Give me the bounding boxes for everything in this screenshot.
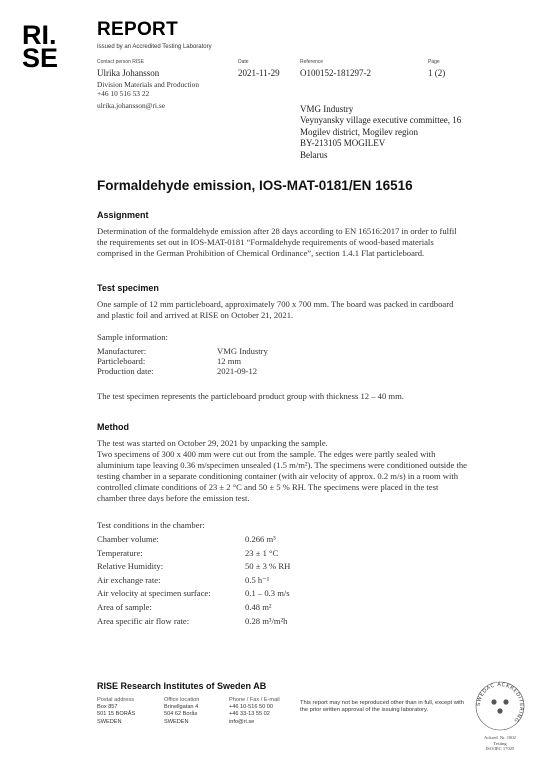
test-specimen-note: The test specimen represents the particleboard product group with thickness 12 – 40 mm.	[97, 391, 404, 401]
condition-value: 0.48 m²	[245, 601, 272, 612]
sample-info-table	[97, 346, 268, 377]
condition-key: Relative Humidity:	[97, 561, 164, 572]
page-label: Page	[428, 59, 440, 65]
report-title: REPORT	[97, 19, 178, 40]
office-line: SWEDEN	[164, 718, 189, 725]
sample-info-value: 12 mm	[217, 356, 242, 367]
accreditation-line: ISO/IEC 17025	[485, 746, 515, 752]
sample-info-row	[97, 356, 268, 366]
contact-name: Ulrika Johansson	[97, 68, 160, 78]
office-label: Office location	[164, 697, 200, 703]
method-heading: Method	[97, 422, 129, 432]
sample-info-label: Sample information:	[97, 332, 168, 342]
method-start-line: The test was started on October 29, 2021 by unpacking the sample.	[97, 438, 328, 448]
condition-row	[97, 587, 290, 601]
postal-line: 501 15 BORÅS	[97, 711, 136, 718]
condition-key: Area specific air flow rate:	[97, 615, 190, 626]
sample-info-value: 2021-09-12	[217, 366, 258, 377]
accreditation-line: Testing	[493, 740, 507, 746]
test-specimen-heading: Test specimen	[97, 283, 159, 293]
postal-line: SWEDEN	[97, 718, 122, 725]
phone-label: Phone / Fax / E-mail	[229, 697, 280, 703]
footer-contact	[229, 697, 280, 726]
contact-division: Division Materials and Production	[97, 80, 200, 89]
accreditation-line: Ackred. Nr. 1002	[484, 735, 516, 740]
reference-label: Reference	[300, 59, 324, 65]
condition-value: 50 ± 3 % RH	[245, 561, 291, 572]
condition-row	[97, 547, 290, 561]
recipient-address	[300, 104, 461, 161]
page-number: 1 (2)	[428, 68, 446, 78]
svg-text:SWEDAC ACKREDITERING	[476, 682, 524, 723]
condition-value: 0.1 – 0.3 m/s	[245, 588, 290, 599]
footer-company: RISE Research Institutes of Sweden AB	[97, 681, 267, 691]
phone-line: +46 33-13 55 02	[229, 711, 270, 718]
condition-key: Air velocity at specimen surface:	[97, 588, 211, 599]
conditions-table	[97, 533, 290, 628]
sample-info-key: Particleboard:	[97, 356, 146, 367]
postal-line: Box 857	[97, 704, 118, 711]
test-specimen-text: One sample of 12 mm particleboard, approximately 700 x 700 mm. The board was packed in cardboard and plastic foil and arrived at RISE on October 21, 2021.	[97, 299, 454, 321]
address-line: BY-213105 MOGILEV	[300, 138, 386, 149]
sample-info-row	[97, 346, 268, 356]
email-line[interactable]: info@ri.se	[229, 718, 255, 725]
report-date: 2021-11-29	[238, 68, 280, 78]
condition-row	[97, 615, 290, 629]
sample-info-row	[97, 366, 268, 376]
footer-postal	[97, 697, 135, 726]
report-reference: O100152-181297-2	[300, 68, 371, 78]
address-line: Mogilev district, Mogilev region	[300, 126, 418, 137]
condition-value: 0.266 m³	[245, 534, 276, 544]
contact-details	[97, 80, 199, 110]
condition-row	[97, 533, 290, 547]
sample-info-value: VMG Industry	[217, 346, 268, 356]
address-line: Belarus	[300, 149, 328, 160]
office-line: 504 62 Borås	[164, 711, 198, 718]
condition-key: Temperature:	[97, 547, 143, 558]
reproduction-notice: This report may not be reproduced other than in full, except with the prior written approval of the issuing laboratory.	[300, 700, 465, 714]
postal-label: Postal address	[97, 697, 135, 703]
conditions-label: Test conditions in the chamber:	[97, 520, 205, 530]
condition-value: 0.28 m³/m²h	[245, 615, 288, 626]
footer-office	[164, 697, 199, 726]
condition-value: 0.5 h⁻¹	[245, 574, 270, 585]
contact-phone: +46 10 516 53 22	[97, 89, 150, 98]
sample-info-key: Production date:	[97, 366, 154, 377]
swedac-seal-icon	[474, 680, 526, 732]
seal-text: SWEDAC ACKREDITERING	[475, 681, 525, 724]
address-line: Veynyansky village executive committee, 16	[300, 115, 462, 126]
date-label: Date	[238, 59, 249, 65]
report-subtitle: Issued by an Accredited Testing Laboratory	[97, 44, 212, 50]
condition-value: 23 ± 1 °C	[245, 547, 279, 558]
logo-line-2: SE	[22, 43, 59, 73]
assignment-heading: Assignment	[97, 210, 149, 220]
condition-key: Chamber volume:	[97, 534, 159, 544]
condition-key: Air exchange rate:	[97, 574, 161, 585]
rise-logo	[22, 20, 70, 73]
contact-email[interactable]: ulrika.johansson@ri.se	[97, 101, 165, 110]
method-text: Two specimens of 300 x 400 mm were cut out from the sample. The edges were partly sealed with aluminium tape leaving 0.36 m/specimen unsealed (1.5 m/m²). The specimens were conditioned outside the testing chamber in a separate conditioning container (with air velocity of approx. 0.2 m/s) in a room with controlled climate conditions of 23 ± 2 °C and 50 ± 5 % RH. The specimens were placed in the test chamber three days before the emission test.	[97, 449, 467, 504]
accreditation-info	[472, 735, 528, 752]
logo-line-1: RI.	[22, 20, 57, 50]
office-line: Brinellgatan 4	[164, 704, 199, 711]
address-line: VMG Industry	[300, 104, 354, 114]
sample-info-key: Manufacturer:	[97, 346, 147, 356]
condition-row	[97, 574, 290, 588]
document-title: Formaldehyde emission, IOS-MAT-0181/EN 16516	[97, 178, 413, 193]
condition-row	[97, 601, 290, 615]
contact-label: Contact person RISE	[97, 59, 144, 65]
phone-line: +46 10-516 50 00	[229, 704, 274, 711]
condition-key: Area of sample:	[97, 601, 152, 612]
condition-row	[97, 560, 290, 574]
assignment-text: Determination of the formaldehyde emission after 28 days according to EN 16516:2017 in order to fulfil the requirements set out in IOS-MAT-0181 “Formaldehyde requirements of wood-based materials comprised in the German Prohibition of Chemical Ordinance”, section 1.4.1 Flat particleboard.	[97, 226, 457, 259]
